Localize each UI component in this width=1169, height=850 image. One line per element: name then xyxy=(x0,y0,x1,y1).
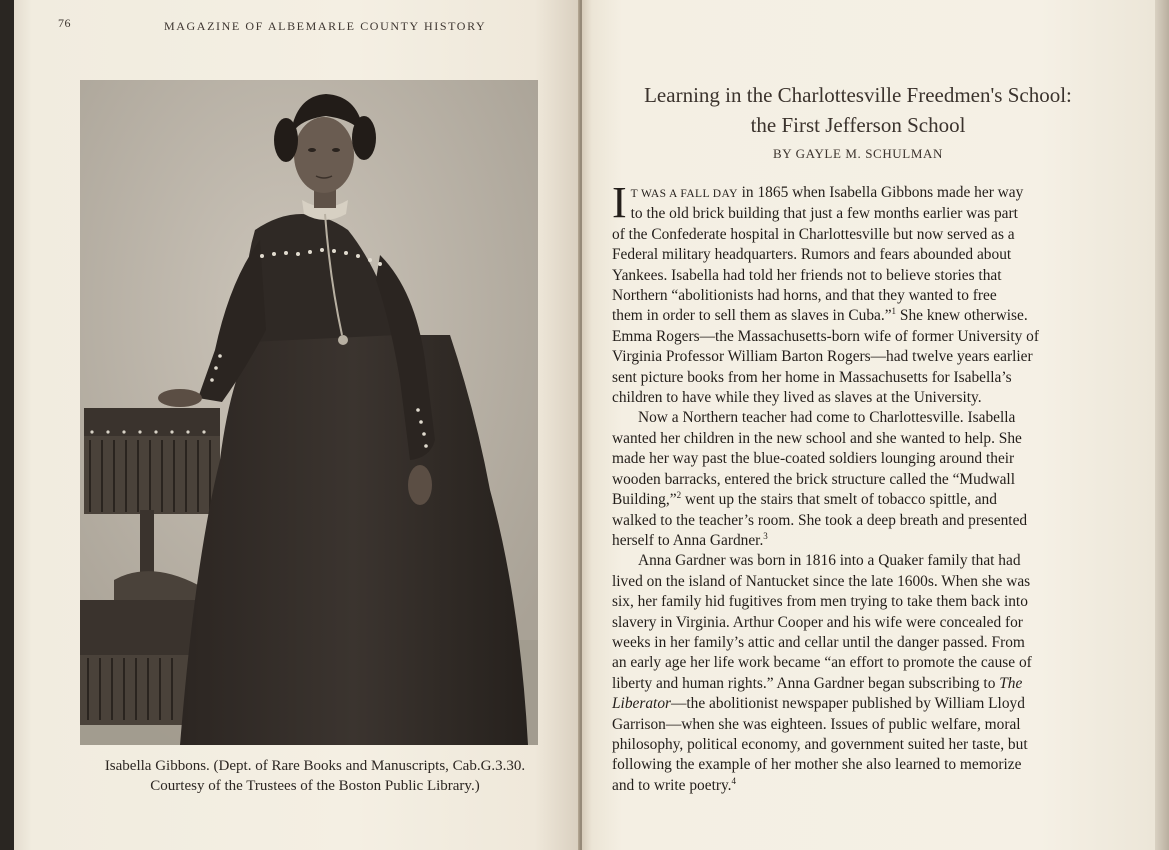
page-edge xyxy=(1155,0,1169,850)
p3-line-1: Anna Gardner was born in 1816 into a Quaker family that had xyxy=(638,552,1021,570)
p1-line-1: in 1865 when Isabella Gibbons made her way xyxy=(737,184,1024,201)
p2-line-1: Now a Northern teacher had come to Charlottesville. Isabella xyxy=(638,409,1016,427)
p3-line-5: weeks in her family’s attic and cellar until the danger passed. From xyxy=(612,633,1025,651)
p3-line-8b: —the abolitionist newspaper published by William Lloyd xyxy=(671,695,1025,713)
p3-line-4: slavery in Virginia. Arthur Cooper and his wife were concealed for xyxy=(612,613,1023,631)
footnote-4: 4 xyxy=(731,775,737,786)
page-number: 76 xyxy=(58,16,71,30)
p3-line-7-italic: The xyxy=(999,674,1023,692)
p3-line-2: lived on the island of Nantucket since the late 1600s. When she was xyxy=(612,572,1031,590)
p3-line-7a: liberty and human rights.” Anna Gardner began subscribing to xyxy=(612,674,1000,692)
article-title xyxy=(608,80,1108,140)
p1-line-9: Virginia Professor William Barton Rogers—had twelve years earlier xyxy=(612,348,1033,366)
lead-in-smallcaps: T WAS A FALL DAY xyxy=(630,188,738,200)
portrait-photo xyxy=(80,80,538,745)
p3-line-3: six, her family hid fugitives from men trying to take them back into xyxy=(612,593,1028,611)
left-page xyxy=(14,0,580,850)
p3-line-12: and to write poetry. xyxy=(612,776,732,794)
p2-line-4: wooden barracks, entered the brick structure called the “Mudwall xyxy=(612,470,1015,488)
p3-line-11: following the example of her mother she also learned to memorize xyxy=(612,756,1022,774)
p1-line-10: sent picture books from her home in Massachusetts for Isabella’s xyxy=(612,368,1012,386)
p3-line-8-italic: Liberator xyxy=(612,695,672,713)
p2-line-3: made her way past the blue-coated soldiers lounging around their xyxy=(612,450,1015,468)
title-line-2: the First Jefferson School xyxy=(750,113,966,137)
p2-line-6: walked to the teacher’s room. She took a deep breath and presented xyxy=(612,511,1028,529)
footnote-2: 2 xyxy=(676,489,682,500)
article-body xyxy=(612,178,1058,796)
paragraph-1 xyxy=(612,178,1058,408)
caption-line-1: Isabella Gibbons. (Dept. of Rare Books and Manuscripts, Cab.G.3.30. xyxy=(104,758,526,774)
p1-line-4: Federal military headquarters. Rumors and fears abounded about xyxy=(612,246,1012,264)
paragraph-3 xyxy=(612,551,1058,796)
footnote-1: 1 xyxy=(891,306,897,317)
p3-line-10: philosophy, political economy, and government suited her taste, but xyxy=(612,735,1028,753)
p2-line-5b: went up the stairs that smelt of tobacco spittle, and xyxy=(681,491,997,509)
p1-line-2: to the old brick building that just a few months earlier was part xyxy=(630,205,1018,223)
byline-name: GAYLE M. SCHULMAN xyxy=(795,146,943,161)
right-page xyxy=(582,0,1155,850)
p1-line-3: of the Confederate hospital in Charlottesville but now served as a xyxy=(612,225,1015,243)
p1-line-8: Emma Rogers—the Massachusetts-born wife of former University of xyxy=(612,327,1039,345)
p2-line-7: herself to Anna Gardner. xyxy=(612,531,764,549)
p3-line-9: Garrison—when she was eighteen. Issues of public welfare, moral xyxy=(612,715,1021,733)
footnote-3: 3 xyxy=(763,530,768,541)
p1-line-11: children to have while they lived as slaves at the University. xyxy=(612,389,982,407)
portrait-illustration xyxy=(80,80,538,745)
p1-line-7b: She knew otherwise. xyxy=(896,307,1028,325)
p1-line-6: Northern “abolitionists had horns, and that they wanted to free xyxy=(612,287,997,305)
title-line-1: Learning in the Charlottesville Freedmen's School: xyxy=(644,83,1072,107)
drop-cap: I xyxy=(612,178,627,227)
running-head: MAGAZINE OF ALBEMARLE COUNTY HISTORY xyxy=(164,19,487,33)
p2-line-5a: Building,” xyxy=(612,491,677,509)
caption-line-2: Courtesy of the Trustees of the Boston Public Library.) xyxy=(150,778,480,794)
p3-line-6: an early age her life work became “an effort to promote the cause of xyxy=(612,654,1032,672)
p1-line-7a: them in order to sell them as slaves in Cuba.” xyxy=(612,307,892,325)
byline xyxy=(608,146,1108,162)
byline-prefix: BY xyxy=(773,146,792,161)
p1-line-5: Yankees. Isabella had told her friends not to believe stories that xyxy=(612,266,1002,284)
photo-caption xyxy=(80,756,550,796)
p2-line-2: wanted her children in the new school and she wanted to help. She xyxy=(612,429,1022,447)
paragraph-2 xyxy=(612,408,1058,551)
